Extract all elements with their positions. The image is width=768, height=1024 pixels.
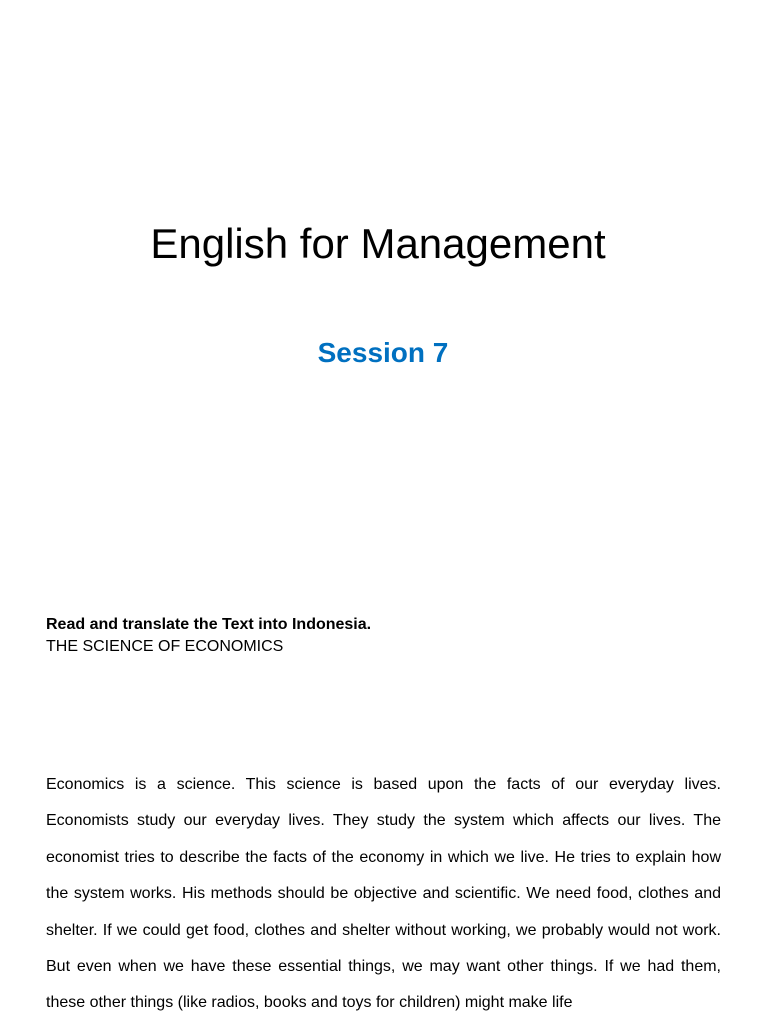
body-paragraph: Economics is a science. This science is based upon the facts of our everyday lives. Economists study our everyday lives. They study the system which affects our lives. The economist tries to describe the facts of the economy in which we live. He tries to explain how the system works. His methods should be objective and scientific. We need food, clothes and shelter. If we could get food, clothes and shelter without working, we probably would not work. But even when we have these essential things, we may want other things. If we had them, these other things (like radios, books and toys for children) might make life <box>46 776 721 1012</box>
session-subtitle: Session 7 <box>317 337 449 368</box>
instruction-text: Read and translate the Text into Indonesia. <box>46 616 372 633</box>
section-heading: THE SCIENCE OF ECONOMICS <box>46 638 284 655</box>
document-title: English for Management <box>150 220 606 267</box>
